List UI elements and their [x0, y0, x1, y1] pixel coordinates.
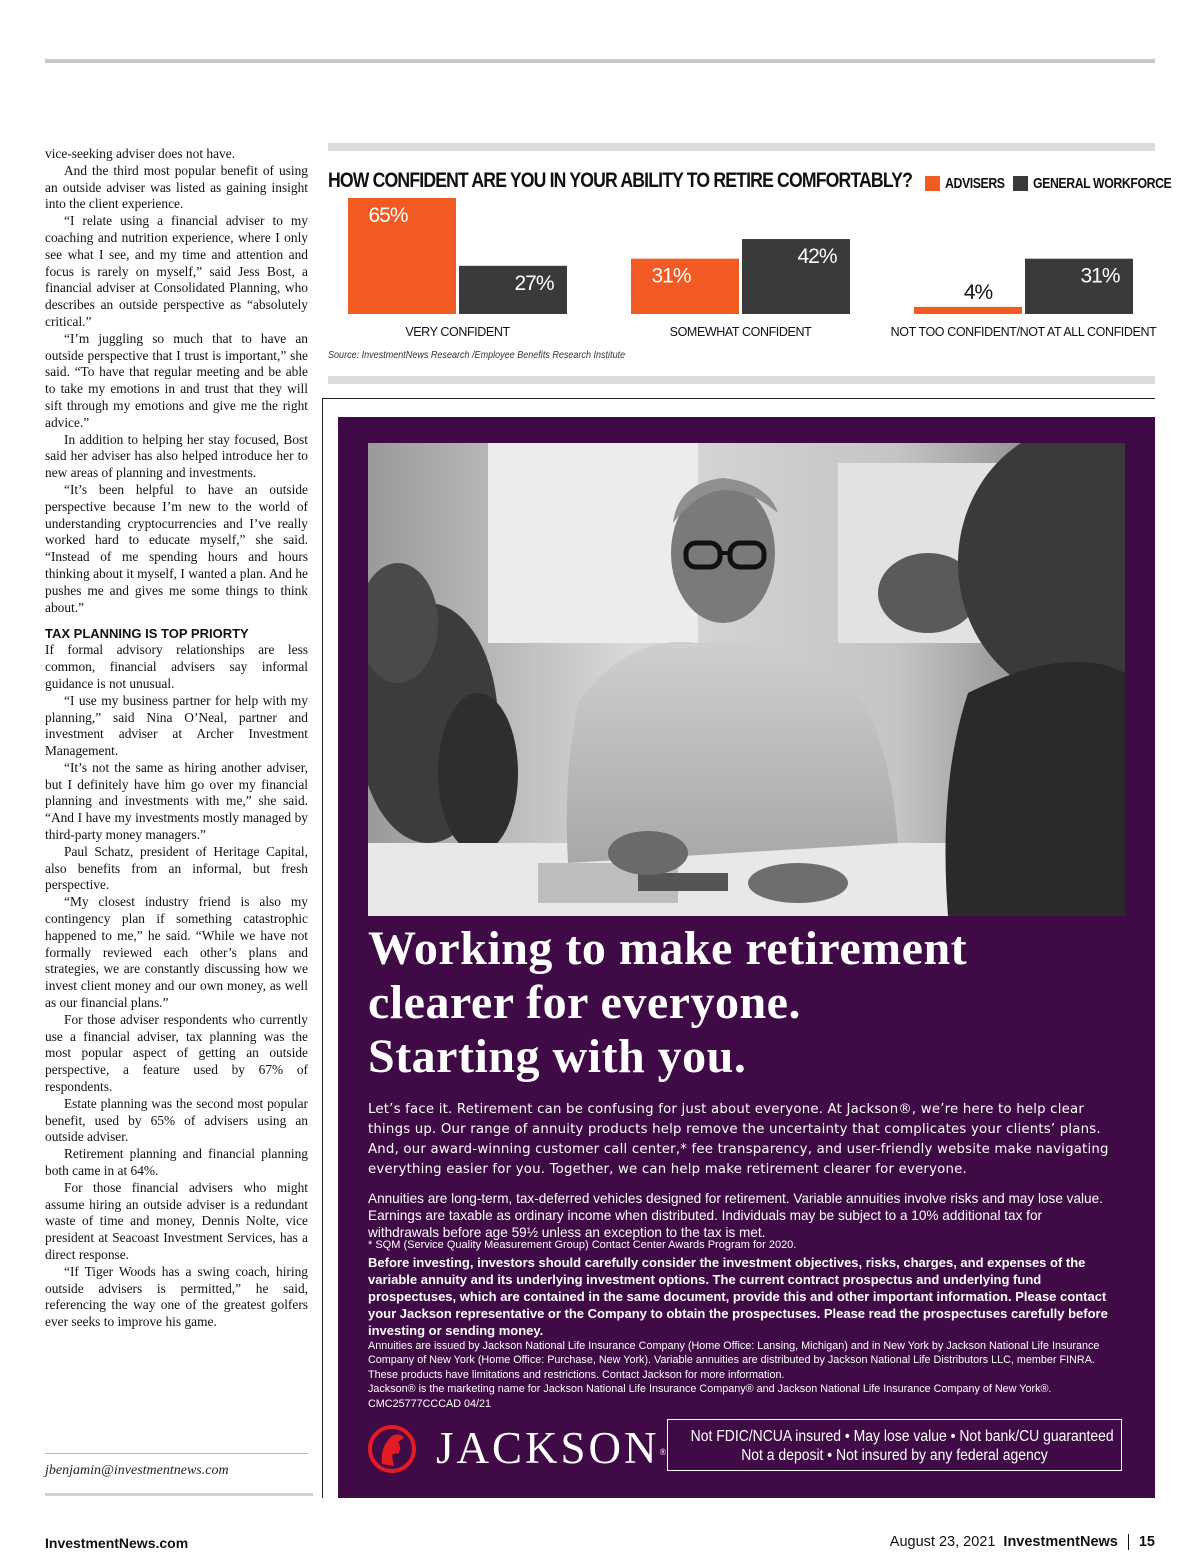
article-paragraph: “I’m juggling so much that to have an outside perspective that I trust is important,” she said. “To have that regular meeting and be able to take my emotions in and trust that they will sift through my emotions and give me the right advice.”	[45, 330, 308, 430]
ad-fine-print-line: Jackson® is the marketing name for Jackson National Life Insurance Company® and Jackson National Life Insurance Company of New York®.	[368, 1383, 1052, 1396]
ad-fine-print-line: Annuities are issued by Jackson National Life Insurance Company (Home Office: Lansing, Michigan) and in New York by Jackson National Life Insurance Company of New York (Home Office: Purchase, New York). Variable annuities are distributed by Jackson National Life Distributors LLC, member FINRA.	[368, 1340, 1100, 1366]
bar-value-label: 42%	[797, 245, 837, 269]
bar-advisers	[914, 307, 1022, 314]
legend-advisers-swatch	[925, 176, 940, 191]
footer-publication: InvestmentNews	[1003, 1534, 1118, 1550]
footer-divider	[45, 1493, 313, 1496]
article-paragraph: Paul Schatz, president of Heritage Capital, also benefits from an informal, but fresh perspective.	[45, 843, 308, 893]
author-email[interactable]: jbenjamin@investmentnews.com	[45, 1463, 229, 1478]
article-paragraph: “It’s been helpful to have an outside perspective because I’m new to the world of understanding cryptocurrencies and I’ve really worked hard to educate myself,” she said. “Instead of me spending hours and hours thinking about it myself, I wanted a plan. And he pushes me and gives me some things to think about.”	[45, 481, 308, 615]
ad-body-copy: Let’s face it. Retirement can be confusing for just about everyone. At Jackson®, we’re here to help clear things up. Our range of annuity products help remove the uncertainty that complicates your clients’ plans. And, our award-winning customer call center,* fee transparency, and user-friendly website make navigating everything easier for you. Together, we can help make retirement clearer for everyone.	[368, 1102, 1109, 1177]
chart-source: Source: InvestmentNews Research /Employee Benefits Research Institute	[328, 349, 626, 361]
jackson-advertisement[interactable]	[338, 417, 1155, 1498]
ad-headline	[368, 922, 967, 1084]
jackson-wordmark	[436, 1423, 667, 1473]
advisor-meeting-photo	[368, 443, 1125, 916]
article-subhead: TAX PLANNING IS TOP PRIORTY	[45, 626, 249, 642]
ad-footnote: * SQM (Service Quality Measurement Group) Contact Center Awards Program for 2020.	[368, 1239, 797, 1251]
article-paragraphs-2	[45, 642, 308, 1331]
chart-title: HOW CONFIDENT ARE YOU IN YOUR ABILITY TO RETIRE COMFORTABLY?	[328, 169, 913, 192]
ad-fine-print-line: CMC25777CCCAD 04/21	[368, 1398, 492, 1411]
ad-frame-top	[322, 398, 1155, 399]
ad-regulatory-notice-box	[667, 1419, 1122, 1471]
ad-disclosure: Annuities are long-term, tax-deferred vehicles designed for retirement. Variable annuities involve risks and may lose value. Earnings are taxable as ordinary income when distributed. Individuals may be subject to a 10% additional tax for withdrawals before age 59½ unless an exception to the tax is met.	[368, 1191, 1103, 1240]
category-label: NOT TOO CONFIDENT/NOT AT ALL CONFIDENT	[890, 325, 1157, 339]
article-paragraph: Estate planning was the second most popular benefit, used by 65% of advisers using an outside adviser.	[45, 1095, 308, 1145]
article-paragraph: Retirement planning and financial planning both came in at 64%.	[45, 1146, 308, 1179]
ad-headline-line: Working to make retirement	[368, 922, 968, 975]
horse-head-logo-icon	[368, 1424, 416, 1474]
registered-mark: ®	[659, 1447, 667, 1457]
chart-bottom-rule	[328, 376, 1155, 384]
legend-workforce-swatch	[1013, 176, 1028, 191]
jackson-wordmark-text: JACKSON	[436, 1423, 660, 1473]
article-paragraph: “I relate using a financial adviser to my coaching and nutrition experience, where I only see what I see, and my time and attention and focus is rarely on myself,” said Jess Bost, a financial adviser at Consolidated Planning, who describes an outside perspective as “absolutely critical.”	[45, 213, 308, 329]
article-paragraph: “I use my business partner for help with my planning,” said Nina O’Neal, partner and investment adviser at Archer Investment Management.	[45, 692, 308, 759]
legend-workforce-label: GENERAL WORKFORCE	[1033, 174, 1172, 192]
article-paragraph: In addition to helping her stay focused, Bost said her adviser has also helped introduce her to new areas of planning and investments.	[45, 431, 308, 481]
article-paragraph: “It’s not the same as hiring another adviser, but I definitely have him go over my financial planning and investments with me,” she said. “And I have my investments mostly managed by third-party money managers.”	[45, 759, 308, 843]
ad-fine-print-line: These products have limitations and restrictions. Contact Jackson for more information.	[368, 1368, 785, 1381]
ad-frame-left	[322, 398, 323, 1498]
notice-line: Not FDIC/NCUA insured • May lose value • Not bank/CU guaranteed	[690, 1428, 1114, 1445]
footer-date: August 23, 2021	[889, 1534, 996, 1550]
category-label: VERY CONFIDENT	[405, 325, 510, 339]
article-column	[45, 146, 308, 1331]
ad-headline-line: clearer for everyone.	[368, 976, 801, 1029]
category-label: SOMEWHAT CONFIDENT	[669, 325, 812, 339]
bar-value-label: 65%	[368, 204, 408, 227]
ad-headline-line: Starting with you.	[368, 1030, 747, 1083]
ad-prospectus-notice: Before investing, investors should carefully consider the investment objectives, risks, charges, and expenses of the variable annuity and its underlying investment options. The current contract prospectus and underlying fund prospectuses, which are contained in the same document, provide this and other important information. Please contact your Jackson representative or the Company to obtain the prospectuses. Please read the prospectuses carefully before investing or sending money.	[368, 1255, 1108, 1338]
article-paragraph: “If Tiger Woods has a swing coach, hiring outside advisers is permitted,” he said, referencing the way one of the greatest golfers ever seeks to improve his game.	[45, 1263, 308, 1330]
article-paragraph: And the third most popular benefit of using an outside adviser was listed as gaining insight into the client experience.	[45, 162, 308, 212]
article-paragraph: For those adviser respondents who currently use a financial adviser, tax planning was the most popular aspect of getting an outside perspective, a feature used by 67% of respondents.	[45, 1011, 308, 1095]
bar-value-label: 4%	[963, 280, 993, 304]
notice-line: Not a deposit • Not insured by any federal agency	[741, 1447, 1048, 1464]
legend-advisers-label: ADVISERS	[945, 174, 1005, 192]
article-paragraph: For those financial advisers who might assume hiring an outside adviser is a redundant waste of time and money, Dennis Nolte, vice president at Seacoast Investment Services, has a direct response.	[45, 1179, 308, 1262]
byline-divider	[45, 1453, 308, 1454]
top-rule	[45, 59, 1155, 63]
jackson-logo[interactable]	[368, 1421, 666, 1476]
chart-top-rule	[328, 143, 1155, 151]
article-paragraph: vice-seeking adviser does not have.	[45, 146, 236, 161]
footer-separator	[1128, 1534, 1129, 1550]
article-paragraphs-1	[45, 146, 308, 616]
ad-fine-print	[368, 1239, 1108, 1412]
page-number: 15	[1138, 1534, 1155, 1550]
footer-folio	[890, 1534, 1155, 1550]
bar-value-label: 31%	[651, 264, 691, 288]
article-paragraph: If formal advisory relationships are less common, financial advisers say informal guidance is not unusual.	[45, 642, 308, 691]
article-paragraph: “My closest industry friend is also my contingency plan if something catastrophic happened to me,” he said. “While we have not formally reviewed each other’s plans and strategies, we are constantly discussing how we invest client money and our own money, as well as our financial plans.”	[45, 894, 308, 1011]
footer-site[interactable]: InvestmentNews.com	[45, 1535, 189, 1551]
confidence-bar-chart	[328, 190, 1155, 350]
bar-value-label: 27%	[514, 271, 554, 295]
bar-value-label: 31%	[1080, 264, 1120, 288]
